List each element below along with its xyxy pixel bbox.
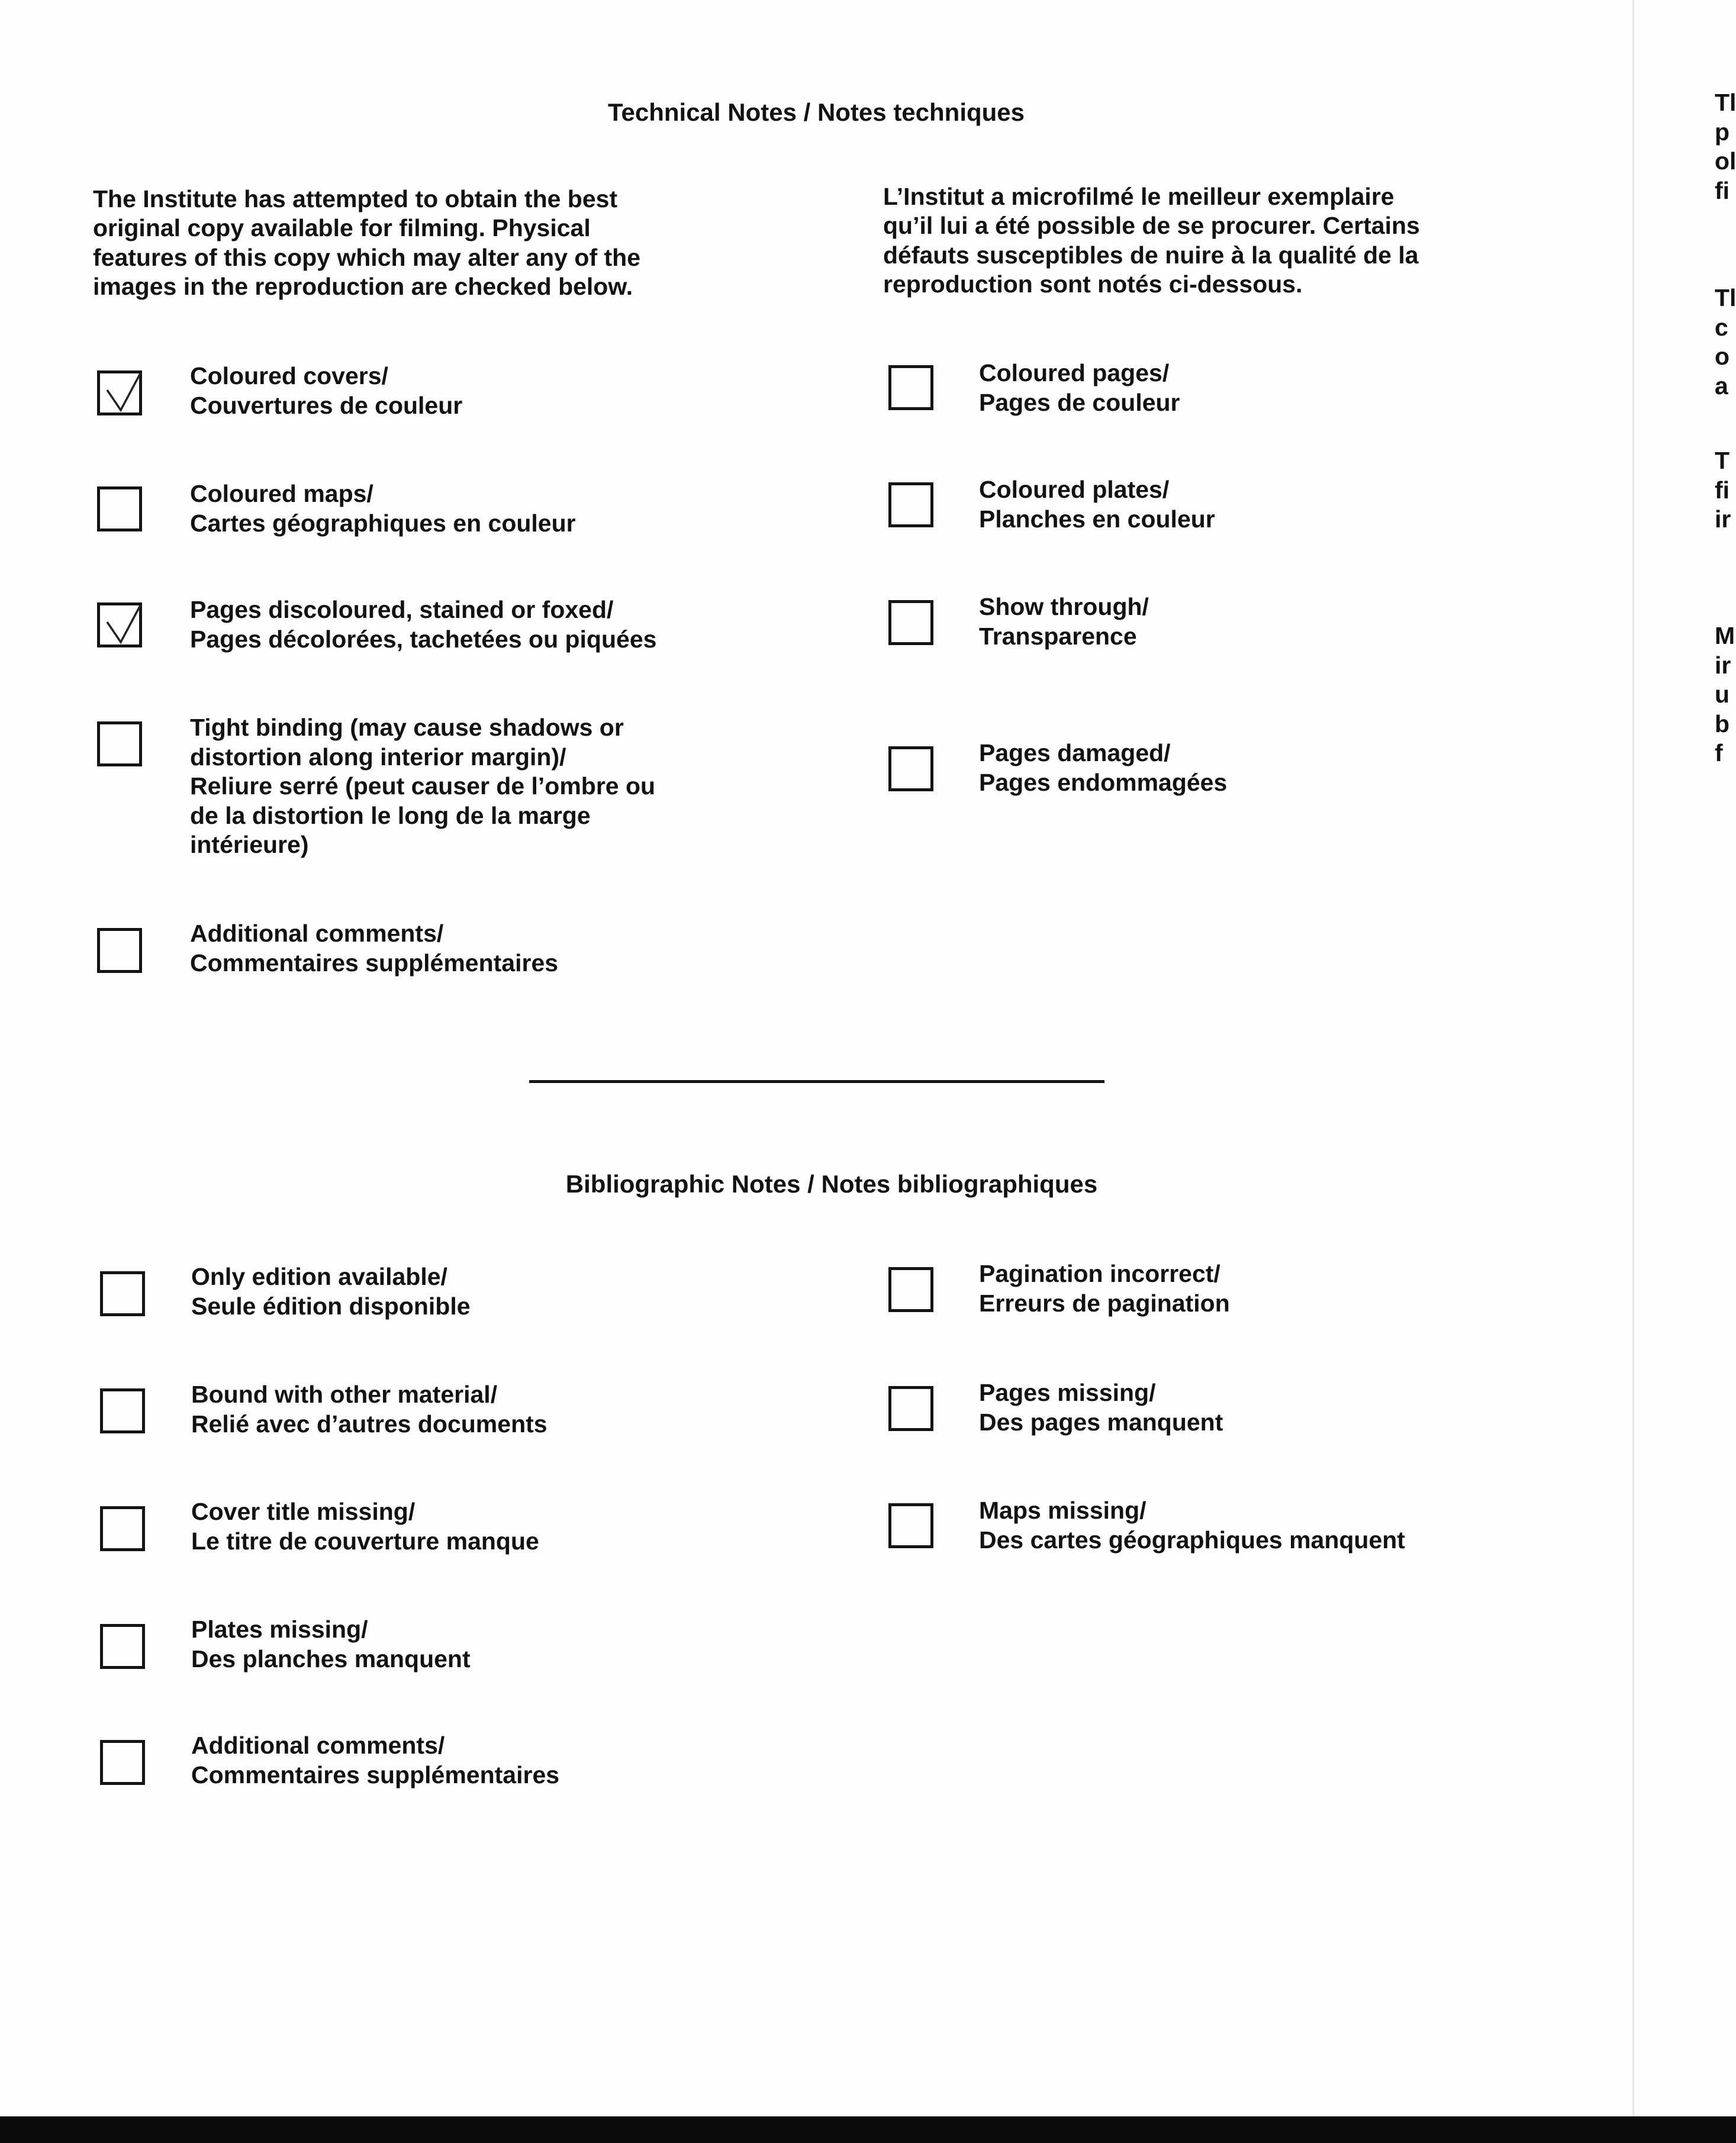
checkbox-coloured-plates[interactable] <box>888 482 933 527</box>
fragment-line: ir <box>1715 505 1731 533</box>
option-label-english: Only edition available/ <box>191 1263 447 1290</box>
option-label-english: Cover title missing/ <box>191 1498 416 1525</box>
fragment-line: p <box>1715 118 1730 146</box>
option-label-english: Plates missing/ <box>191 1616 368 1643</box>
intro-french-line: défauts susceptibles de nuire à la qualité de la <box>883 241 1419 269</box>
option-label-french: Des pages manquent <box>979 1408 1223 1436</box>
option-label-only-edition <box>191 1262 471 1321</box>
section-divider <box>529 1080 1104 1083</box>
option-label-coloured-maps <box>190 479 576 538</box>
intro-english-line: The Institute has attempted to obtain the best <box>93 185 618 212</box>
next-page-fragment <box>1715 446 1736 534</box>
option-label-coloured-covers <box>190 362 462 420</box>
option-label-french: Le titre de couverture manque <box>191 1527 539 1555</box>
option-label-pagination-incorrect <box>979 1259 1230 1318</box>
checkbox-coloured-maps[interactable] <box>97 486 142 531</box>
option-label-french: Pages endommagées <box>979 768 1228 796</box>
option-label-french: Planches en couleur <box>979 505 1215 533</box>
option-label-english: Coloured plates/ <box>979 476 1170 503</box>
fragment-line: c <box>1715 313 1728 341</box>
technical-notes-title: Technical Notes / Notes techniques <box>607 98 1025 126</box>
option-label-pages-damaged <box>979 739 1227 797</box>
option-label-french: Relié avec d’autres documents <box>191 1410 547 1438</box>
option-label-french: Pages décolorées, tachetées ou piquées <box>190 625 657 653</box>
checkbox-coloured-pages[interactable] <box>888 365 933 410</box>
checkbox-tight-binding[interactable] <box>97 721 142 766</box>
checkbox-show-through[interactable] <box>888 600 933 645</box>
option-label-french: de la distortion le long de la marge <box>190 801 591 829</box>
option-label-english: Show through/ <box>979 593 1149 620</box>
fragment-line: T <box>1715 447 1730 474</box>
intro-english-line: features of this copy which may alter any of the <box>93 243 641 271</box>
next-page-fragment <box>1715 621 1736 768</box>
option-label-english: Pages missing/ <box>979 1379 1156 1406</box>
option-label-french: Cartes géographiques en couleur <box>190 509 576 537</box>
option-label-coloured-pages <box>979 359 1180 417</box>
fragment-line: f <box>1715 739 1723 766</box>
option-label-french: Erreurs de pagination <box>979 1289 1230 1317</box>
option-label-english: Tight binding (may cause shadows or <box>190 714 624 741</box>
intro-french-line: qu’il lui a été possible de se procurer. Certains <box>883 212 1420 240</box>
fragment-line: b <box>1715 710 1730 737</box>
option-label-english: Coloured covers/ <box>190 362 388 389</box>
intro-english-line: original copy available for filming. Physical <box>93 214 591 242</box>
option-label-english: Pages damaged/ <box>979 739 1171 766</box>
option-label-show-through <box>979 592 1149 651</box>
checkbox-bib-additional-comments[interactable] <box>100 1740 145 1785</box>
scan-bottom-band <box>0 2116 1736 2143</box>
next-page-fragment <box>1715 283 1736 401</box>
checkmark-icon <box>97 370 142 415</box>
checkbox-cover-title-missing[interactable] <box>100 1506 145 1551</box>
option-label-french: Couvertures de couleur <box>190 391 463 419</box>
option-label-english: Bound with other material/ <box>191 1381 498 1408</box>
fragment-line: fi <box>1715 476 1730 504</box>
option-label-english: Pagination incorrect/ <box>979 1260 1220 1287</box>
checkbox-pages-damaged[interactable] <box>888 746 933 791</box>
option-label-english: Maps missing/ <box>979 1497 1146 1524</box>
option-label-english: distortion along interior margin)/ <box>190 743 566 771</box>
option-label-english: Additional comments/ <box>190 920 444 947</box>
option-label-english: Pages discoloured, stained or foxed/ <box>190 596 614 623</box>
page-edge-line <box>1632 0 1634 2116</box>
fragment-line: fi <box>1715 176 1730 204</box>
intro-french-line: L’Institut a microfilmé le meilleur exemplaire <box>883 183 1394 210</box>
checkbox-plates-missing[interactable] <box>100 1624 145 1669</box>
option-label-french: intérieure) <box>190 831 309 858</box>
checkbox-pages-discoloured[interactable] <box>97 602 142 647</box>
bibliographic-notes-title: Bibliographic Notes / Notes bibliographiques <box>565 1170 1098 1198</box>
fragment-line: u <box>1715 681 1730 708</box>
option-label-bound-with-other-material <box>191 1380 547 1439</box>
option-label-plates-missing <box>191 1615 471 1674</box>
fragment-line: M <box>1715 622 1735 649</box>
option-label-french: Des planches manquent <box>191 1645 471 1672</box>
fragment-line: a <box>1715 372 1728 399</box>
next-page-fragment <box>1715 88 1736 205</box>
checkbox-bound-with-other-material[interactable] <box>100 1388 145 1433</box>
option-label-additional-comments <box>190 919 558 978</box>
checkbox-pages-missing[interactable] <box>888 1386 933 1431</box>
option-label-bib-additional-comments <box>191 1731 559 1790</box>
intro-french <box>883 182 1420 299</box>
option-label-coloured-plates <box>979 475 1215 534</box>
intro-french-line: reproduction sont notés ci-dessous. <box>883 270 1303 298</box>
fragment-line: ir <box>1715 651 1731 679</box>
option-label-english: Additional comments/ <box>191 1732 445 1759</box>
fragment-line: Tl <box>1715 284 1736 311</box>
checkbox-maps-missing[interactable] <box>888 1503 933 1548</box>
option-label-french: Transparence <box>979 622 1137 650</box>
checkbox-pagination-incorrect[interactable] <box>888 1267 933 1312</box>
option-label-tight-binding <box>190 713 655 860</box>
option-label-english: Coloured maps/ <box>190 480 373 507</box>
option-label-french: Commentaires supplémentaires <box>190 949 559 977</box>
option-label-french: Pages de couleur <box>979 388 1180 416</box>
option-label-french: Des cartes géographiques manquent <box>979 1526 1405 1554</box>
checkbox-coloured-covers[interactable] <box>97 370 142 415</box>
option-label-french: Seule édition disponible <box>191 1292 471 1320</box>
option-label-pages-missing <box>979 1378 1223 1437</box>
option-label-english: Coloured pages/ <box>979 359 1170 386</box>
fragment-line: o <box>1715 343 1730 370</box>
option-label-maps-missing <box>979 1496 1405 1555</box>
option-label-french: Commentaires supplémentaires <box>191 1761 560 1788</box>
intro-english-line: images in the reproduction are checked below. <box>93 272 633 300</box>
option-label-french: Reliure serré (peut causer de l’ombre ou <box>190 772 656 800</box>
fragment-line: ol <box>1715 147 1736 175</box>
checkmark-icon <box>97 602 142 647</box>
option-label-pages-discoloured <box>190 595 656 654</box>
fragment-line: Tl <box>1715 89 1736 116</box>
checkbox-only-edition[interactable] <box>100 1271 145 1316</box>
checkbox-additional-comments[interactable] <box>97 928 142 973</box>
option-label-cover-title-missing <box>191 1497 539 1556</box>
intro-english <box>93 185 640 301</box>
